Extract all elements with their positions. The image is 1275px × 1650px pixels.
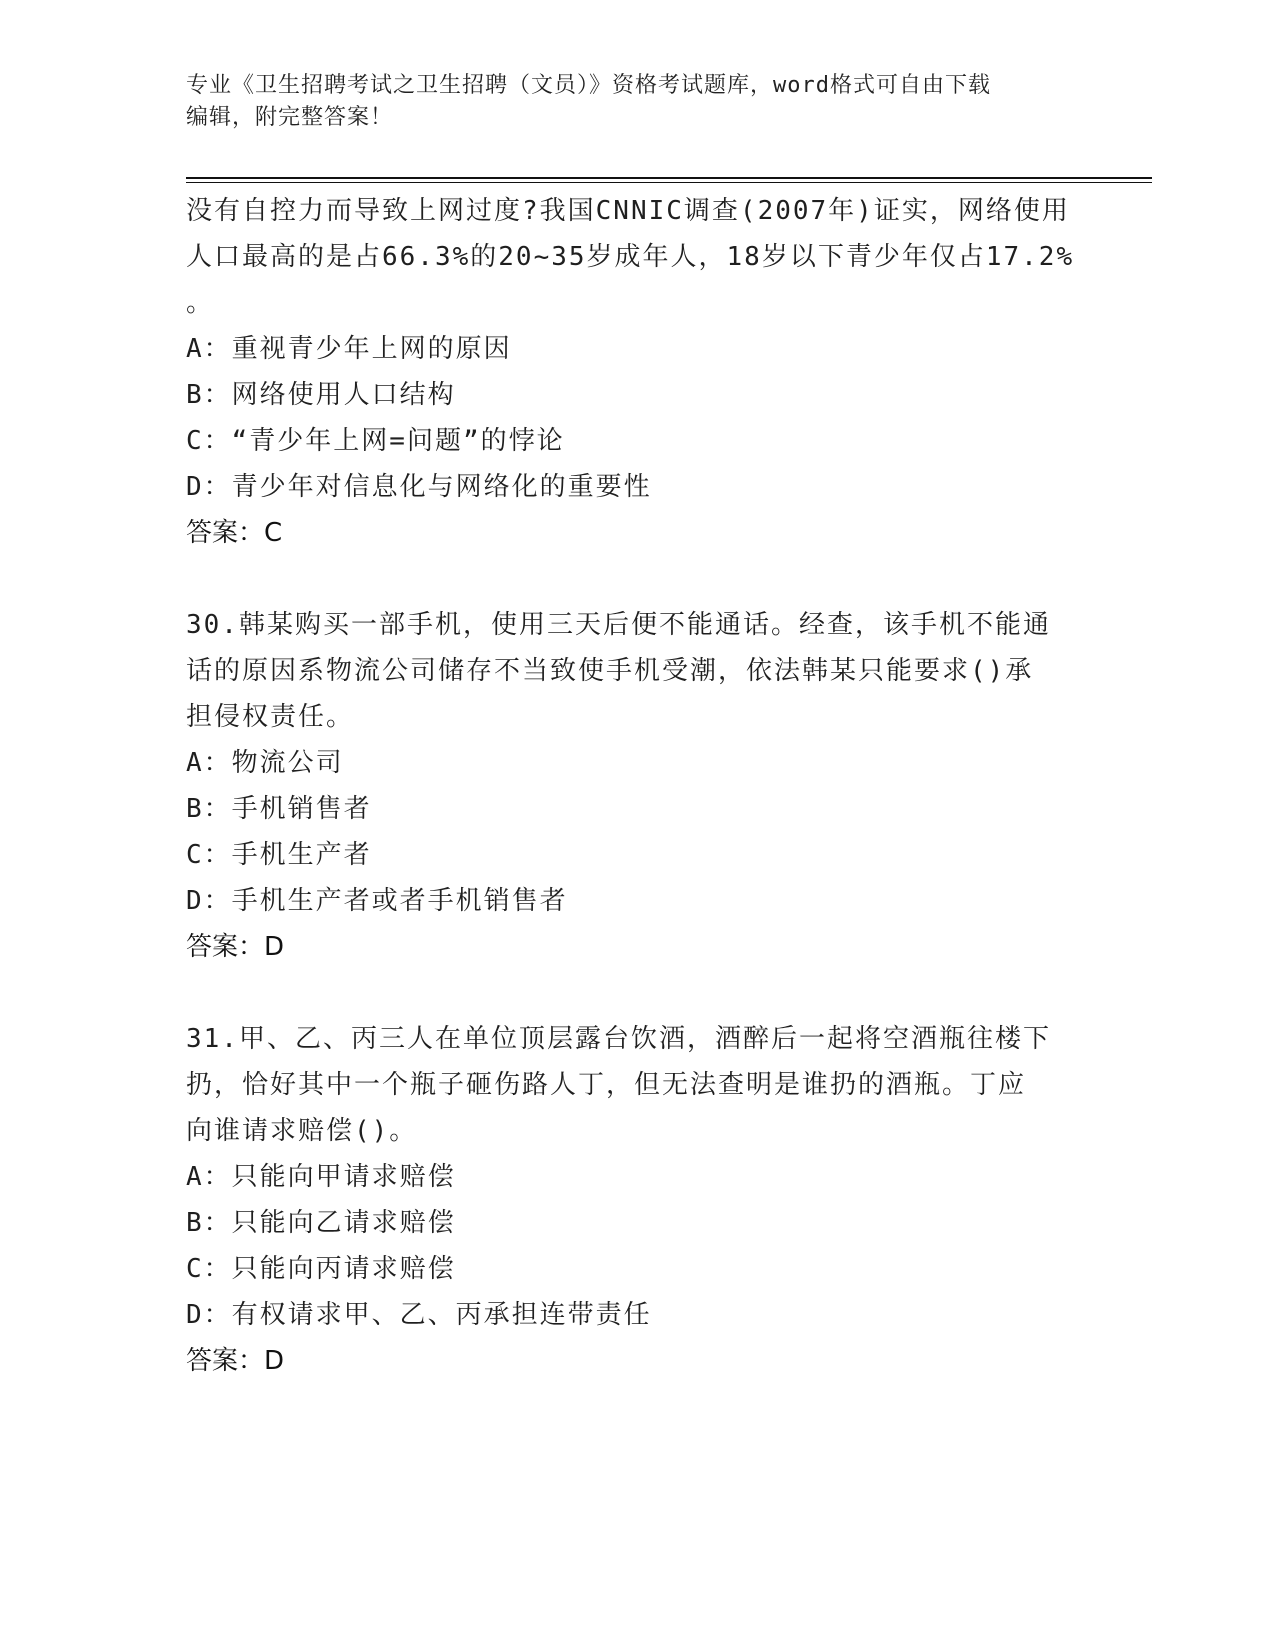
option-d: D：有权请求甲、乙、丙承担连带责任 xyxy=(186,1300,652,1330)
option-b: B：网络使用人口结构 xyxy=(186,380,456,410)
question-30 xyxy=(186,602,1086,970)
answer-line: 答案：C xyxy=(186,518,283,548)
question-29 xyxy=(186,188,1086,556)
question-stem-line: 担侵权责任。 xyxy=(186,702,355,732)
option-c: C：“青少年上网=问题”的悖论 xyxy=(186,426,565,456)
header-line-1: 专业《卫生招聘考试之卫生招聘（文员）》资格考试题库，word格式可自由下载 xyxy=(186,73,991,98)
document-header xyxy=(186,70,1086,134)
header-line-2: 编辑，附完整答案！ xyxy=(186,105,394,130)
question-stem-line: 。 xyxy=(186,288,215,318)
option-c: C：只能向丙请求赔偿 xyxy=(186,1254,456,1284)
option-a: A：重视青少年上网的原因 xyxy=(186,334,512,364)
question-stem-line: 没有自控力而导致上网过度?我国CNNIC调查(2007年)证实，网络使用 xyxy=(186,196,1070,226)
question-31 xyxy=(186,1016,1086,1384)
option-b: B：手机销售者 xyxy=(186,794,372,824)
header-divider-thick xyxy=(186,177,1152,179)
spacer xyxy=(186,556,1086,602)
question-stem-line: 话的原因系物流公司储存不当致使手机受潮，依法韩某只能要求()承 xyxy=(186,656,1034,686)
answer-line: 答案：D xyxy=(186,932,285,962)
option-a: A：物流公司 xyxy=(186,748,344,778)
option-c: C：手机生产者 xyxy=(186,840,372,870)
answer-line: 答案：D xyxy=(186,1346,285,1376)
option-b: B：只能向乙请求赔偿 xyxy=(186,1208,456,1238)
question-stem-line: 扔，恰好其中一个瓶子砸伤路人丁，但无法查明是谁扔的酒瓶。丁应 xyxy=(186,1070,1027,1100)
option-d: D：手机生产者或者手机销售者 xyxy=(186,886,568,916)
header-divider-thin xyxy=(186,182,1152,183)
question-stem-line: 31.甲、乙、丙三人在单位顶层露台饮酒，酒醉后一起将空酒瓶往楼下 xyxy=(186,1024,1051,1054)
option-a: A：只能向甲请求赔偿 xyxy=(186,1162,456,1192)
spacer xyxy=(186,970,1086,1016)
question-stem-line: 人口最高的是占66.3%的20~35岁成年人，18岁以下青少年仅占17.2% xyxy=(186,242,1075,272)
document-body xyxy=(186,188,1086,1384)
question-stem-line: 向谁请求赔偿()。 xyxy=(186,1116,418,1146)
option-d: D：青少年对信息化与网络化的重要性 xyxy=(186,472,652,502)
question-stem-line: 30.韩某购买一部手机，使用三天后便不能通话。经查，该手机不能通 xyxy=(186,610,1051,640)
